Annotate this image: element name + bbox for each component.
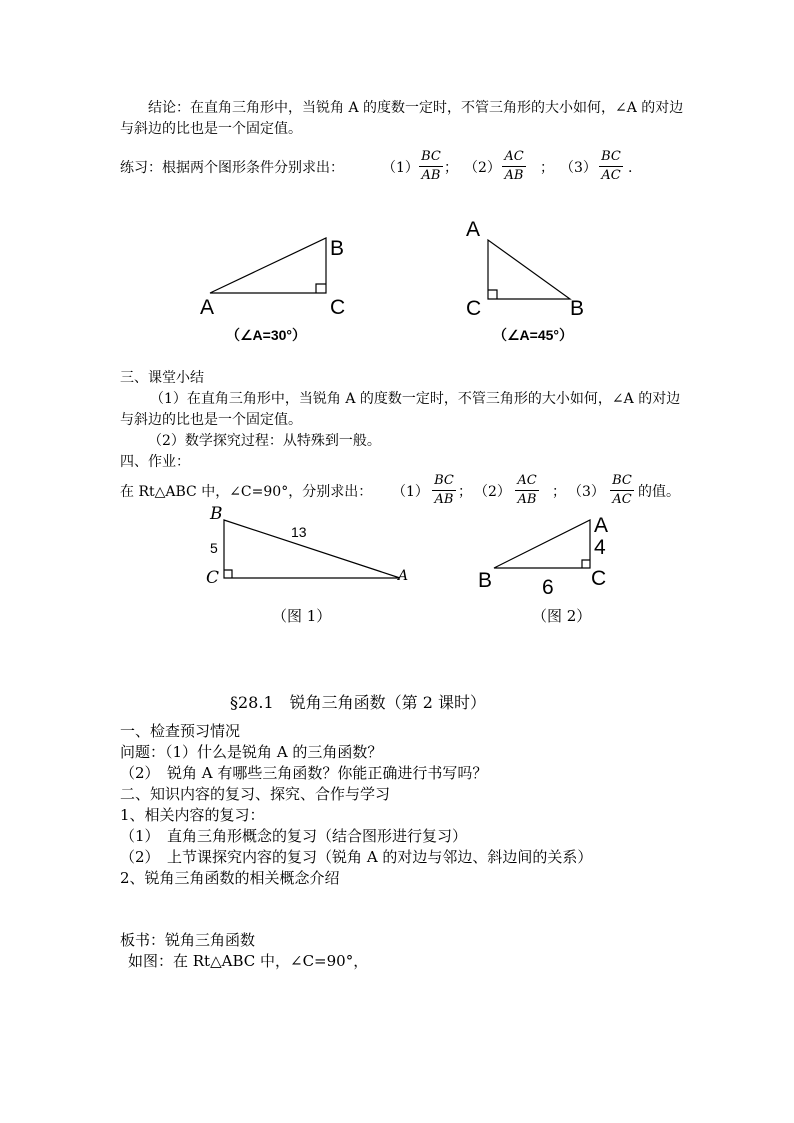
fig30-label-b: B: [330, 237, 345, 260]
triangle-45-shape: [488, 240, 570, 299]
summary-p1-line-2: 与斜边的比也是一个固定值。: [120, 412, 302, 428]
homework-end: 的值。: [638, 484, 680, 500]
right-angle-mark: [488, 290, 497, 299]
lesson-2-title: §28.1 锐角三角函数（第 2 课时）: [230, 693, 486, 712]
fig2-side-ac: 4: [594, 536, 606, 559]
homework-sep-2: ；: [552, 484, 566, 500]
right-angle-mark: [224, 570, 232, 578]
lesson-2-section-2: 二、知识内容的复习、探究、合作与学习: [120, 785, 391, 803]
conclusion-line-2: 与斜边的比也是一个固定值。: [120, 121, 302, 137]
summary-p2: （2）数学探究过程：从特殊到一般。: [148, 433, 381, 449]
lesson-2-review-1: （1） 直角三角形概念的复习（结合图形进行复习）: [120, 827, 468, 845]
right-angle-mark: [582, 560, 590, 568]
practice-item-1: （1）: [382, 160, 419, 176]
lesson-2-question-1: 问题：（1）什么是锐角 A 的三角函数？: [120, 743, 383, 761]
fig2-label-c: C: [591, 567, 607, 590]
fig1-label-a: A: [398, 568, 409, 584]
triangle-45-figure: [488, 240, 570, 299]
triangle-30-figure: [210, 238, 326, 293]
homework-prefix: 在 Rt△ABC 中，∠C=90°，分别求出：: [120, 484, 373, 500]
fig45-caption: （∠A=45°）: [493, 327, 574, 343]
homework-fraction-ac-ab: [514, 472, 540, 509]
practice-end: .: [628, 160, 633, 176]
fraction-denominator: AC: [612, 492, 632, 507]
fraction-numerator: AC: [517, 473, 537, 488]
fraction-denominator: AB: [434, 492, 454, 507]
homework-fraction-bc-ab: [431, 472, 457, 509]
fraction-numerator: BC: [421, 149, 441, 164]
fig1-label-c: C: [206, 568, 220, 588]
fig1-label-b: B: [210, 504, 223, 524]
practice-item-3: （3）: [560, 160, 597, 176]
practice-prefix: 练习：根据两个图形条件分别求出：: [120, 160, 344, 176]
homework-heading: 四、作业：: [120, 454, 190, 470]
lesson-2-section-1: 一、检查预习情况: [120, 722, 241, 740]
fig30-caption: （∠A=30°）: [226, 327, 307, 343]
fig2-label-a: A: [594, 514, 609, 537]
lesson-2-review-2: （2） 上节课探究内容的复习（锐角 A 的对边与邻边、斜边间的关系）: [120, 848, 593, 866]
lesson-2-subsection-2: 2、锐角三角函数的相关概念介绍: [120, 869, 340, 887]
fig30-label-a: A: [200, 296, 215, 319]
fig2-side-bc: 6: [542, 576, 554, 599]
fraction-denominator: AB: [517, 492, 537, 507]
lesson-2-board-title: 板书：锐角三角函数: [120, 931, 256, 949]
triangle-30-shape: [210, 238, 326, 293]
fig45-label-a: A: [466, 218, 481, 241]
practice-sep-1: ；: [444, 160, 458, 176]
fig30-label-c: C: [330, 296, 346, 319]
figure-2-triangle: [494, 520, 590, 568]
homework-sep-1: ；: [458, 484, 472, 500]
summary-heading: 三、课堂小结: [120, 370, 204, 386]
fraction-numerator: BC: [601, 149, 621, 164]
homework-item-1: （1）: [392, 484, 429, 500]
figure-1-shape: [224, 520, 400, 578]
fig1-caption: （图 1）: [272, 607, 332, 625]
fraction-denominator: AC: [601, 168, 621, 183]
fraction-denominator: AB: [421, 168, 441, 183]
fraction-numerator: BC: [434, 473, 454, 488]
fraction-numerator: BC: [612, 473, 632, 488]
homework-fraction-bc-ac: [609, 472, 635, 509]
conclusion-line-1: 结论：在直角三角形中，当锐角 A 的度数一定时，不管三角形的大小如何，∠A 的对边: [148, 100, 684, 116]
fraction-numerator: AC: [504, 149, 524, 164]
fig45-label-c: C: [466, 297, 482, 320]
practice-item-2: （2）: [464, 160, 501, 176]
fig2-label-b: B: [478, 569, 493, 592]
homework-item-3: （3）: [568, 484, 605, 500]
fig1-hypotenuse: 13: [291, 524, 307, 540]
homework-item-2: （2）: [474, 484, 511, 500]
lesson-2-question-2: （2） 锐角 A 有哪些三角函数？你能正确进行书写吗？: [120, 764, 488, 782]
practice-sep-2: ；: [540, 160, 554, 176]
fig1-side-bc: 5: [210, 540, 218, 556]
lesson-2-board-line: 如图：在 Rt△ABC 中，∠C=90°，: [128, 952, 369, 970]
lesson-2-subsection-1: 1、相关内容的复习：: [120, 806, 265, 824]
fig2-caption: （图 2）: [532, 607, 592, 625]
summary-p1-line-1: （1）在直角三角形中，当锐角 A 的度数一定时，不管三角形的大小如何，∠A 的对边: [150, 391, 681, 407]
figure-1-triangle: [224, 520, 400, 578]
fig45-label-b: B: [570, 297, 585, 320]
figure-2-shape: [494, 520, 590, 568]
right-angle-mark: [316, 284, 326, 293]
fraction-denominator: AB: [504, 168, 524, 183]
